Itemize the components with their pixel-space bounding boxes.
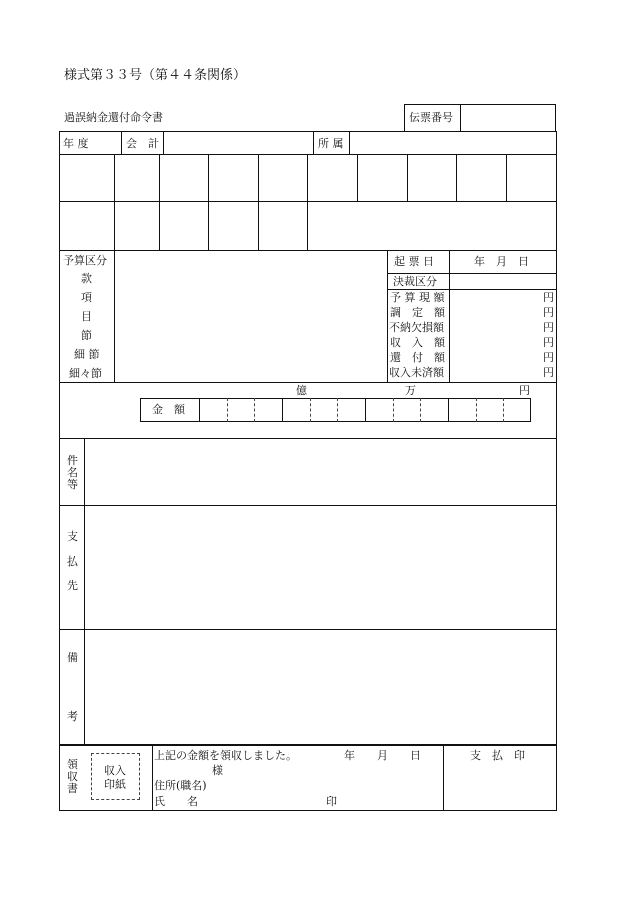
remarks-field[interactable] [85, 630, 556, 744]
subject-field[interactable] [85, 439, 556, 505]
payment-seal-area[interactable] [444, 765, 556, 810]
receipt-statement: 上記の金額を領収しました。 [154, 749, 297, 762]
document-title: 過誤納金還付命令書 [64, 111, 163, 124]
amount-label-uncollected: 収入未済額 [389, 366, 444, 379]
account-label: 会 計 [126, 137, 159, 150]
payee-field[interactable] [85, 506, 556, 629]
subject-label-2: 名 [67, 466, 78, 479]
draft-date-label: 起 票 日 [394, 255, 434, 268]
amount-unit-budget: 円 [543, 291, 554, 304]
budget-item-moku: 目 [81, 310, 92, 323]
unit-oku: 億 [296, 384, 307, 397]
receipt-label-3: 書 [67, 782, 78, 795]
amount-unit-income: 円 [543, 336, 554, 349]
revenue-stamp-label-2: 印紙 [104, 778, 126, 791]
form-number: 様式第３３号（第４４条関係） [64, 68, 247, 83]
fiscal-year-label: 年 度 [63, 137, 89, 150]
budget-item-kou: 項 [81, 291, 92, 304]
budget-item-kan: 款 [81, 272, 92, 285]
subject-label-3: 等 [67, 478, 78, 491]
receipt-date[interactable]: 年 月 日 [344, 749, 421, 762]
payment-seal-label: 支 払 印 [470, 749, 525, 762]
department-label: 所 属 [318, 137, 344, 150]
budget-item-saisaisetsu: 細々節 [69, 367, 102, 380]
remarks-label-1: 備 [67, 651, 78, 664]
amount-label-assessed: 調 定 額 [390, 306, 445, 319]
revenue-stamp-label-1: 収入 [104, 764, 126, 777]
amount-unit-deficit: 円 [543, 321, 554, 334]
receipt-seal: 印 [326, 795, 337, 808]
amount-label-refund: 還 付 額 [390, 351, 445, 364]
unit-en: 円 [519, 384, 530, 397]
receipt-addressee: 様 [212, 764, 223, 777]
subject-label-1: 件 [67, 454, 78, 467]
remarks-label-2: 考 [67, 710, 78, 723]
amount-label: 金 額 [152, 403, 185, 416]
amount-label-income: 収 入 額 [390, 336, 445, 349]
draft-date-value[interactable]: 年 月 日 [474, 255, 529, 268]
receipt-name-label: 氏 名 [154, 795, 198, 808]
budget-item-setsu: 節 [81, 329, 92, 342]
amount-label-budget: 予 算 現 額 [390, 291, 445, 304]
unit-man: 万 [405, 384, 416, 397]
payee-label-2: 払 [67, 555, 78, 568]
decision-category-label: 決裁区分 [393, 275, 437, 288]
receipt-label-2: 収 [67, 770, 78, 783]
voucher-number-label: 伝票番号 [409, 111, 453, 124]
payee-label-3: 先 [67, 579, 78, 592]
receipt-address-label: 住所(職名) [154, 779, 207, 792]
amount-label-deficit: 不納欠損額 [389, 321, 444, 334]
amount-unit-refund: 円 [543, 351, 554, 364]
budget-item-saisetsu: 細 節 [74, 348, 100, 361]
amount-unit-uncollected: 円 [543, 366, 554, 379]
receipt-label-1: 領 [67, 758, 78, 771]
amount-unit-assessed: 円 [543, 306, 554, 319]
payee-label-1: 支 [67, 530, 78, 543]
budget-category-label: 予算区分 [63, 254, 107, 267]
